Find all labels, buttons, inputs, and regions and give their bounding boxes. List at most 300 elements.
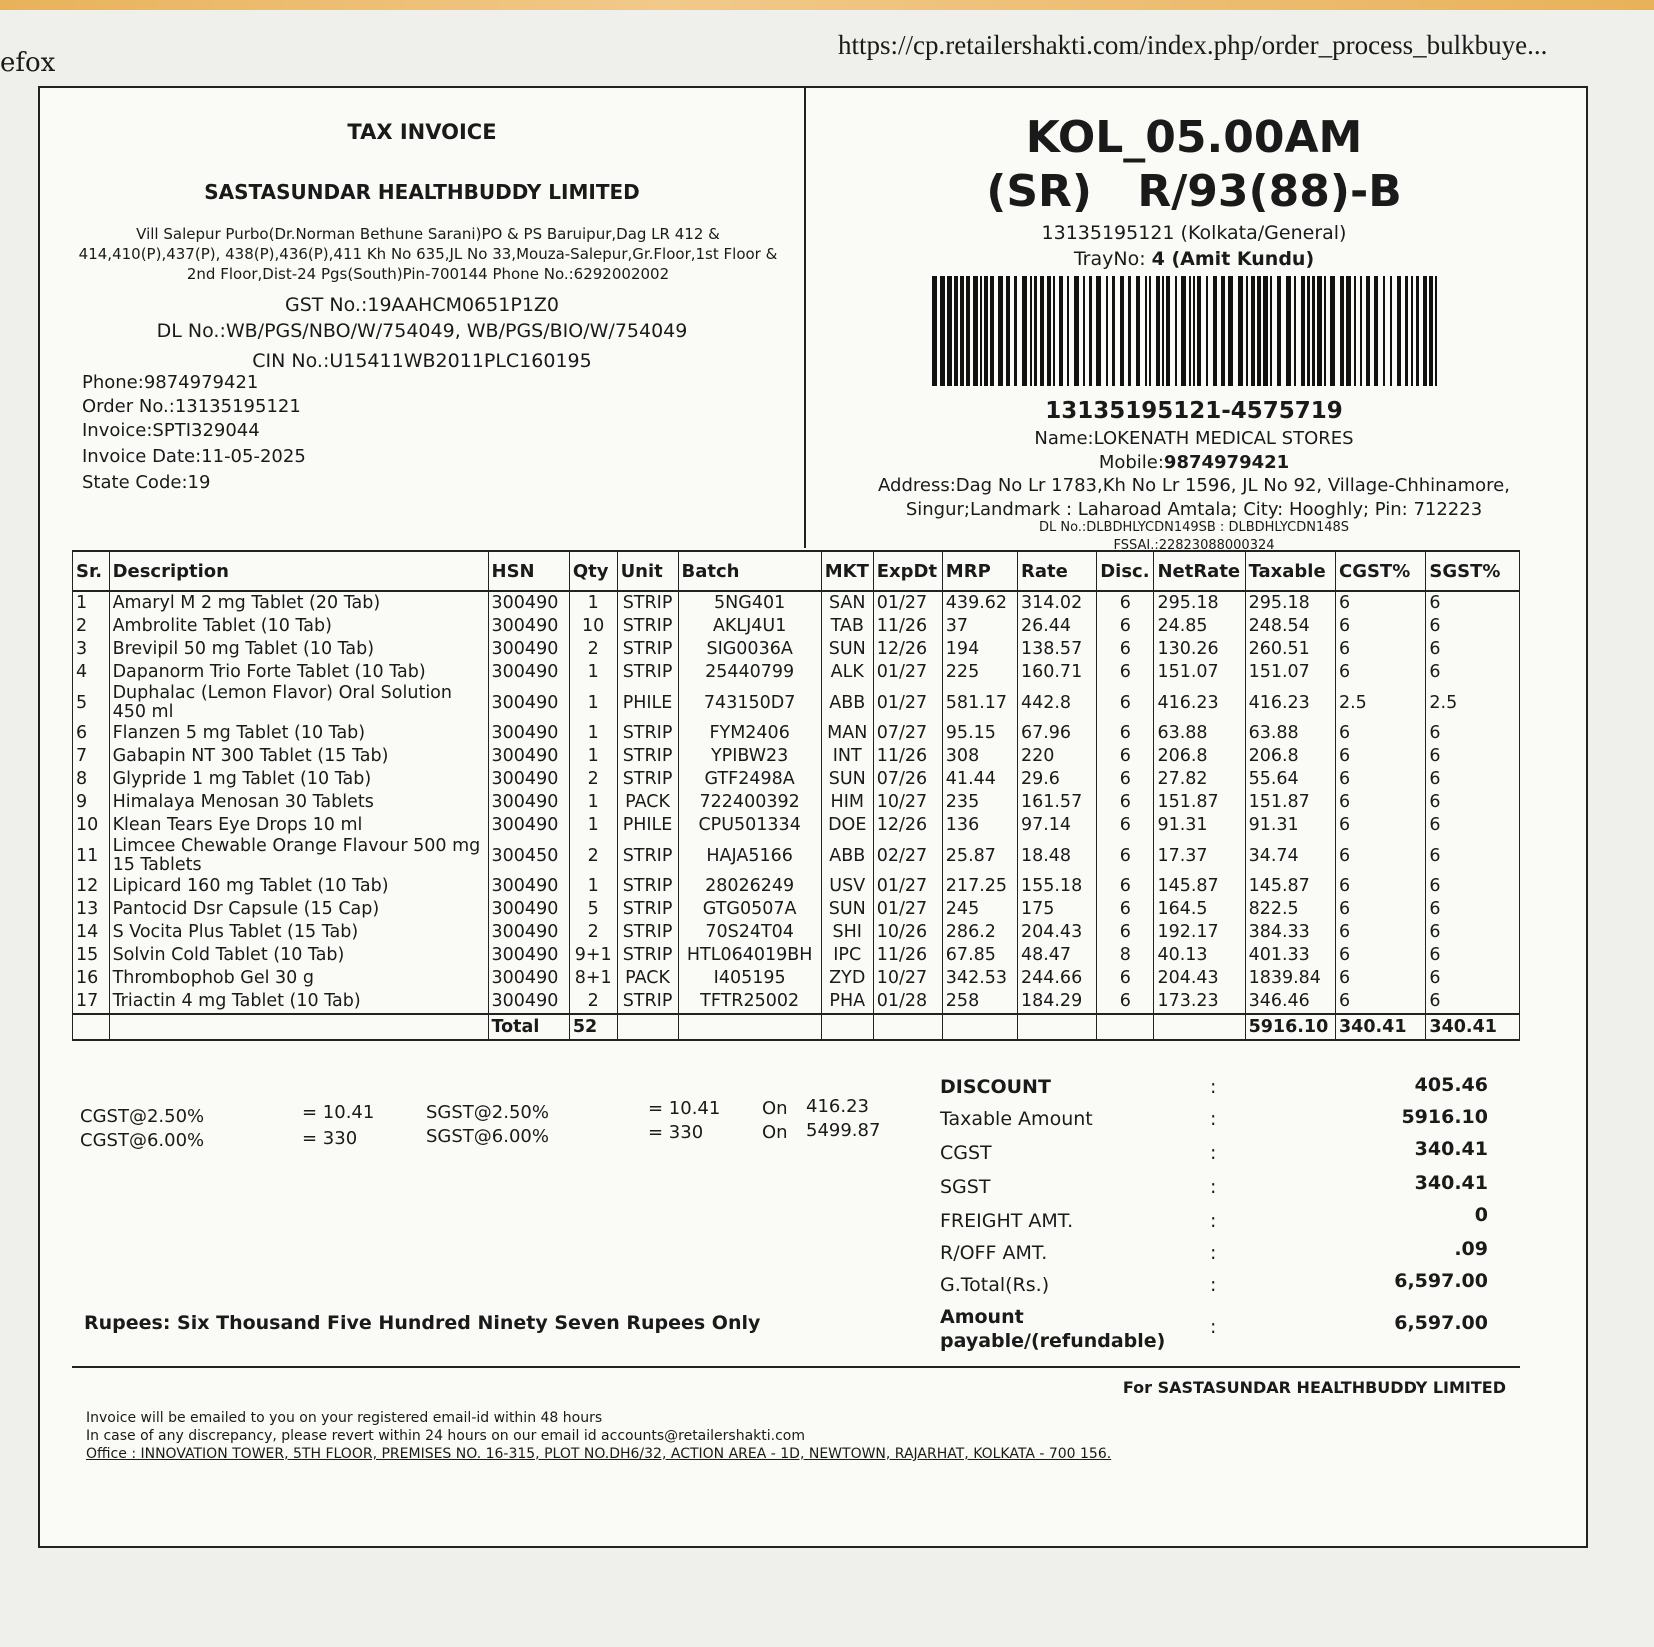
total-cell-empty [1017, 1014, 1096, 1040]
amount-in-words: Rupees: Six Thousand Five Hundred Ninety Seven Rupees Only [84, 1312, 761, 1334]
col-cgst-cell: 2.5 [1335, 684, 1425, 722]
barcode-bar [1360, 276, 1362, 386]
barcode-bar [1270, 276, 1272, 386]
barcode-bar [1317, 276, 1322, 386]
col-cgst-cell: 6 [1335, 768, 1425, 791]
col-sr-cell: 1 [73, 591, 110, 615]
col-expdt-cell: 11/26 [873, 745, 942, 768]
footer-note-email: Invoice will be emailed to you on your registered email-id within 48 hours [86, 1410, 603, 1426]
col-mkt-cell: ABB [821, 684, 873, 722]
customer-name: Name:LOKENATH MEDICAL STORES [1034, 428, 1354, 449]
col-expdt-cell: 07/27 [873, 722, 942, 745]
col-batch-cell: TFTR25002 [678, 990, 821, 1014]
col-disc-cell: 6 [1097, 615, 1154, 638]
col-hsn-cell: 300490 [488, 990, 569, 1014]
barcode-bar [1096, 276, 1101, 386]
cgst-25-label: CGST@2.50% [80, 1106, 205, 1127]
barcode-bar [1047, 276, 1051, 386]
barcode-bar [1175, 276, 1177, 386]
col-qty-header: Qty [569, 551, 617, 591]
col-taxable-cell: 34.74 [1245, 837, 1335, 875]
barcode-bar [1397, 276, 1401, 386]
payable-value: 6,597.00 [1394, 1312, 1488, 1334]
col-netrate-cell: 24.85 [1154, 615, 1245, 638]
route-sub: (SR) R/93(88)-B [986, 166, 1402, 217]
col-cgst-cell: 6 [1335, 944, 1425, 967]
col-description-cell: Duphalac (Lemon Flavor) Oral Solution 450 ml [109, 684, 488, 722]
barcode-bar [1074, 276, 1079, 386]
customer-mobile [804, 452, 1584, 473]
total-cell-empty [73, 1014, 110, 1040]
col-unit-cell: STRIP [617, 661, 678, 684]
browser-url[interactable]: https://cp.retailershakti.com/index.php/order_process_bulkbuye... [838, 30, 1548, 60]
col-mrp-header: MRP [942, 551, 1017, 591]
total-sgst: 340.41 [1426, 1014, 1520, 1040]
col-hsn-cell: 300450 [488, 837, 569, 875]
col-description-cell: Limcee Chewable Orange Flavour 500 mg 15 Tablets [109, 837, 488, 875]
col-disc-cell: 6 [1097, 684, 1154, 722]
col-netrate-header: NetRate [1154, 551, 1245, 591]
col-rate-cell: 442.8 [1017, 684, 1096, 722]
col-expdt-cell: 01/28 [873, 990, 942, 1014]
col-mkt-cell: SUN [821, 638, 873, 661]
barcode-bar [1324, 276, 1326, 386]
table-row [73, 661, 1520, 684]
col-hsn-cell: 300490 [488, 638, 569, 661]
col-batch-cell: 70S24T04 [678, 921, 821, 944]
col-hsn-cell: 300490 [488, 722, 569, 745]
col-unit-cell: STRIP [617, 921, 678, 944]
invoice-order-no: Order No.:13135195121 [82, 396, 301, 417]
col-netrate-cell: 173.23 [1154, 990, 1245, 1014]
col-qty-cell: 1 [569, 745, 617, 768]
colon: : [1210, 1108, 1217, 1130]
col-rate-cell: 244.66 [1017, 967, 1096, 990]
col-sr-cell: 14 [73, 921, 110, 944]
payable-label-line2: payable/(refundable) [940, 1330, 1166, 1352]
col-mkt-cell: INT [821, 745, 873, 768]
col-netrate-cell: 145.87 [1154, 875, 1245, 898]
sgst-25-label: SGST@2.50% [426, 1102, 549, 1123]
barcode-bar [1294, 276, 1296, 386]
tray-number [804, 248, 1584, 270]
total-cell-empty [617, 1014, 678, 1040]
barcode-bar [1228, 276, 1233, 386]
taxable-value: 5916.10 [1401, 1106, 1488, 1128]
col-description-cell: Brevipil 50 mg Tablet (10 Tab) [109, 638, 488, 661]
barcode-bar [1423, 276, 1427, 386]
col-batch-cell: SIG0036A [678, 638, 821, 661]
customer-fssai: FSSAI.:22823088000324 [1113, 538, 1275, 553]
table-row [73, 898, 1520, 921]
col-batch-cell: CPU501334 [678, 814, 821, 837]
col-description-cell: S Vocita Plus Tablet (15 Tab) [109, 921, 488, 944]
colon: : [1210, 1274, 1217, 1296]
col-expdt-cell: 12/26 [873, 814, 942, 837]
barcode-bar [1251, 276, 1255, 386]
table-row [73, 791, 1520, 814]
col-netrate-cell: 295.18 [1154, 591, 1245, 615]
barcode-bar [973, 276, 978, 386]
col-batch-cell: 722400392 [678, 791, 821, 814]
table-row [73, 684, 1520, 722]
col-cgst-cell: 6 [1335, 898, 1425, 921]
col-sgst-cell: 6 [1426, 837, 1520, 875]
col-netrate-cell: 164.5 [1154, 898, 1245, 921]
col-sr-cell: 6 [73, 722, 110, 745]
barcode-bar [1128, 276, 1131, 386]
col-disc-cell: 6 [1097, 921, 1154, 944]
col-cgst-cell: 6 [1335, 791, 1425, 814]
col-description-cell: Solvin Cold Tablet (10 Tab) [109, 944, 488, 967]
col-description-cell: Gabapin NT 300 Tablet (15 Tab) [109, 745, 488, 768]
col-disc-cell: 6 [1097, 967, 1154, 990]
barcode-bar [1014, 276, 1017, 386]
col-disc-cell: 6 [1097, 661, 1154, 684]
invoice-phone: Phone:9874979421 [82, 372, 259, 393]
table-row [73, 768, 1520, 791]
invoice-date: Invoice Date:11-05-2025 [82, 446, 306, 467]
summary-divider [72, 1366, 1520, 1368]
col-rate-cell: 161.57 [1017, 791, 1096, 814]
col-sgst-cell: 6 [1426, 898, 1520, 921]
col-netrate-cell: 91.31 [1154, 814, 1245, 837]
col-taxable-cell: 151.07 [1245, 661, 1335, 684]
col-mrp-cell: 37 [942, 615, 1017, 638]
col-sgst-header: SGST% [1426, 551, 1520, 591]
col-cgst-cell: 6 [1335, 591, 1425, 615]
col-hsn-header: HSN [488, 551, 569, 591]
barcode-bar [1307, 276, 1310, 386]
col-mkt-cell: ZYD [821, 967, 873, 990]
col-netrate-cell: 40.13 [1154, 944, 1245, 967]
col-mkt-header: MKT [821, 551, 873, 591]
col-netrate-cell: 63.88 [1154, 722, 1245, 745]
col-description-cell: Glypride 1 mg Tablet (10 Tab) [109, 768, 488, 791]
col-unit-cell: STRIP [617, 944, 678, 967]
col-rate-cell: 97.14 [1017, 814, 1096, 837]
col-disc-cell: 6 [1097, 638, 1154, 661]
col-cgst-cell: 6 [1335, 990, 1425, 1014]
col-cgst-cell: 6 [1335, 875, 1425, 898]
seller-cin: CIN No.:U15411WB2011PLC160195 [252, 350, 592, 372]
col-batch-cell: HAJA5166 [678, 837, 821, 875]
mobile-value: 9874979421 [1163, 452, 1290, 473]
col-netrate-cell: 17.37 [1154, 837, 1245, 875]
col-sr-cell: 10 [73, 814, 110, 837]
col-sgst-cell: 6 [1426, 875, 1520, 898]
barcode-bar [984, 276, 988, 386]
col-mrp-cell: 136 [942, 814, 1017, 837]
col-sgst-cell: 6 [1426, 661, 1520, 684]
barcode-bar [1162, 276, 1164, 386]
col-description-cell: Lipicard 160 mg Tablet (10 Tab) [109, 875, 488, 898]
col-sr-header: Sr. [73, 551, 110, 591]
col-taxable-cell: 1839.84 [1245, 967, 1335, 990]
col-qty-cell: 9+1 [569, 944, 617, 967]
col-cgst-cell: 6 [1335, 615, 1425, 638]
col-hsn-cell: 300490 [488, 921, 569, 944]
barcode-bar [940, 276, 945, 386]
col-mkt-cell: SAN [821, 591, 873, 615]
col-hsn-cell: 300490 [488, 814, 569, 837]
col-expdt-cell: 02/27 [873, 837, 942, 875]
barcode-bar [1181, 276, 1186, 386]
col-description-cell: Thrombophob Gel 30 g [109, 967, 488, 990]
col-rate-cell: 48.47 [1017, 944, 1096, 967]
col-mkt-cell: SHI [821, 921, 873, 944]
col-hsn-cell: 300490 [488, 684, 569, 722]
col-disc-cell: 6 [1097, 837, 1154, 875]
total-label: Total [488, 1014, 569, 1040]
barcode-bar [1053, 276, 1055, 386]
col-sr-cell: 5 [73, 684, 110, 722]
col-expdt-cell: 01/27 [873, 684, 942, 722]
col-rate-cell: 160.71 [1017, 661, 1096, 684]
col-mrp-cell: 581.17 [942, 684, 1017, 722]
col-sr-cell: 12 [73, 875, 110, 898]
seller-dl: DL No.:WB/PGS/NBO/W/754049, WB/PGS/BIO/W/754049 [156, 320, 688, 342]
col-mrp-cell: 41.44 [942, 768, 1017, 791]
col-description-cell: Amaryl M 2 mg Tablet (20 Tab) [109, 591, 488, 615]
col-cgst-cell: 6 [1335, 814, 1425, 837]
barcode-bar [1263, 276, 1268, 386]
barcode-bar [1106, 276, 1108, 386]
col-taxable-cell: 346.46 [1245, 990, 1335, 1014]
col-netrate-cell: 192.17 [1154, 921, 1245, 944]
barcode-bar [1435, 276, 1437, 386]
col-expdt-cell: 11/26 [873, 944, 942, 967]
col-mrp-cell: 286.2 [942, 921, 1017, 944]
col-description-cell: Klean Tears Eye Drops 10 ml [109, 814, 488, 837]
col-qty-cell: 2 [569, 990, 617, 1014]
table-row [73, 990, 1520, 1014]
seller-address: Vill Salepur Purbo(Dr.Norman Bethune Sarani)PO & PS Baruipur,Dag LR 412 & 414,410(P),437(P), 438(P),436(P),411 Kh No 635,JL No 33,Mouza-Salepur,Gr.Floor,1st Floor & 2nd Floor,Dist-24 Pgs(South)Pin-700144 Phone No.:6292002002 [78, 225, 778, 283]
total-cell-empty [1097, 1014, 1154, 1040]
colon: : [1210, 1242, 1217, 1264]
col-taxable-cell: 206.8 [1245, 745, 1335, 768]
col-hsn-cell: 300490 [488, 591, 569, 615]
col-hsn-cell: 300490 [488, 967, 569, 990]
col-batch-cell: FYM2406 [678, 722, 821, 745]
col-sgst-cell: 6 [1426, 990, 1520, 1014]
col-unit-cell: PACK [617, 967, 678, 990]
col-expdt-cell: 01/27 [873, 875, 942, 898]
barcode-bar [998, 276, 1003, 386]
col-taxable-cell: 401.33 [1245, 944, 1335, 967]
barcode-bar [1067, 276, 1069, 386]
col-cgst-cell: 6 [1335, 722, 1425, 745]
col-unit-cell: STRIP [617, 875, 678, 898]
col-qty-cell: 2 [569, 921, 617, 944]
col-disc-cell: 6 [1097, 791, 1154, 814]
table-total-row [73, 1014, 1520, 1040]
col-sr-cell: 3 [73, 638, 110, 661]
col-qty-cell: 1 [569, 791, 617, 814]
col-taxable-cell: 151.87 [1245, 791, 1335, 814]
table-row [73, 921, 1520, 944]
col-batch-cell: HTL064019BH [678, 944, 821, 967]
barcode-bar [1366, 276, 1370, 386]
col-taxable-cell: 384.33 [1245, 921, 1335, 944]
table-row [73, 615, 1520, 638]
payable-label-line1: Amount [940, 1306, 1024, 1328]
col-mrp-cell: 194 [942, 638, 1017, 661]
sgst-25-amount: = 10.41 [648, 1098, 721, 1119]
col-sgst-cell: 6 [1426, 591, 1520, 615]
col-sr-cell: 2 [73, 615, 110, 638]
sgst-label: SGST [940, 1176, 991, 1198]
col-disc-header: Disc. [1097, 551, 1154, 591]
barcode-bar [1286, 276, 1291, 386]
barcode-bar [1189, 276, 1191, 386]
table-row [73, 967, 1520, 990]
col-qty-cell: 1 [569, 722, 617, 745]
photo-edge-strip [0, 0, 1654, 10]
on-amount-2: 5499.87 [806, 1120, 881, 1141]
barcode-bar [1149, 276, 1151, 386]
col-qty-cell: 8+1 [569, 967, 617, 990]
col-hsn-cell: 300490 [488, 768, 569, 791]
col-mrp-cell: 67.85 [942, 944, 1017, 967]
col-qty-cell: 1 [569, 661, 617, 684]
footer-note-discrepancy: In case of any discrepancy, please revert within 24 hours on our email id accounts@retailershakti.com [86, 1428, 805, 1444]
col-unit-cell: STRIP [617, 898, 678, 921]
colon: : [1210, 1076, 1217, 1098]
discount-value: 405.46 [1414, 1074, 1488, 1096]
col-mkt-cell: SUN [821, 898, 873, 921]
col-cgst-cell: 6 [1335, 638, 1425, 661]
barcode-bar [1213, 276, 1217, 386]
col-cgst-cell: 6 [1335, 745, 1425, 768]
col-batch-cell: AKLJ4U1 [678, 615, 821, 638]
col-mkt-cell: IPC [821, 944, 873, 967]
col-rate-cell: 26.44 [1017, 615, 1096, 638]
col-mkt-cell: ALK [821, 661, 873, 684]
invoice-number: Invoice:SPTI329044 [82, 420, 260, 441]
browser-tab-fragment: efox [0, 48, 56, 78]
col-netrate-cell: 130.26 [1154, 638, 1245, 661]
mobile-label: Mobile: [1098, 452, 1164, 473]
col-description-cell: Pantocid Dsr Capsule (15 Cap) [109, 898, 488, 921]
col-mrp-cell: 217.25 [942, 875, 1017, 898]
barcode-bar [954, 276, 958, 386]
on-amount-1: 416.23 [806, 1096, 869, 1117]
col-description-cell: Dapanorm Trio Forte Tablet (10 Tab) [109, 661, 488, 684]
col-disc-cell: 6 [1097, 591, 1154, 615]
col-disc-cell: 6 [1097, 875, 1154, 898]
tray-label: TrayNo: [1073, 248, 1152, 270]
col-qty-cell: 2 [569, 837, 617, 875]
col-mkt-cell: SUN [821, 768, 873, 791]
col-unit-cell: PHILE [617, 814, 678, 837]
col-sr-cell: 8 [73, 768, 110, 791]
col-hsn-cell: 300490 [488, 898, 569, 921]
col-rate-cell: 67.96 [1017, 722, 1096, 745]
total-cgst: 340.41 [1335, 1014, 1425, 1040]
barcode-bar [980, 276, 982, 386]
col-taxable-cell: 822.5 [1245, 898, 1335, 921]
col-expdt-cell: 10/26 [873, 921, 942, 944]
col-hsn-cell: 300490 [488, 791, 569, 814]
col-description-header: Description [109, 551, 488, 591]
col-unit-cell: STRIP [617, 745, 678, 768]
col-cgst-cell: 6 [1335, 921, 1425, 944]
col-unit-cell: PACK [617, 791, 678, 814]
col-mkt-cell: MAN [821, 722, 873, 745]
col-cgst-header: CGST% [1335, 551, 1425, 591]
col-sr-cell: 16 [73, 967, 110, 990]
col-batch-header: Batch [678, 551, 821, 591]
col-batch-cell: 28026249 [678, 875, 821, 898]
freight-value: 0 [1474, 1204, 1488, 1226]
col-mrp-cell: 439.62 [942, 591, 1017, 615]
col-sr-cell: 13 [73, 898, 110, 921]
col-disc-cell: 6 [1097, 768, 1154, 791]
barcode-bar [1089, 276, 1092, 386]
col-mrp-cell: 342.53 [942, 967, 1017, 990]
col-netrate-cell: 206.8 [1154, 745, 1245, 768]
table-header-row [73, 551, 1520, 591]
cgst-value: 340.41 [1414, 1138, 1488, 1160]
barcode-bar [1156, 276, 1160, 386]
table-row [73, 722, 1520, 745]
cgst-label: CGST [940, 1142, 992, 1164]
col-hsn-cell: 300490 [488, 875, 569, 898]
col-netrate-cell: 151.07 [1154, 661, 1245, 684]
cgst-6-amount: = 330 [302, 1128, 358, 1149]
col-cgst-cell: 6 [1335, 837, 1425, 875]
barcode-bar [1411, 276, 1413, 386]
col-sgst-cell: 6 [1426, 814, 1520, 837]
col-qty-cell: 1 [569, 591, 617, 615]
col-mrp-cell: 25.87 [942, 837, 1017, 875]
barcode-bar [1221, 276, 1225, 386]
col-rate-cell: 138.57 [1017, 638, 1096, 661]
roff-value: .09 [1454, 1238, 1488, 1260]
col-sr-cell: 17 [73, 990, 110, 1014]
total-cell-empty [821, 1014, 873, 1040]
col-netrate-cell: 416.23 [1154, 684, 1245, 722]
customer-dl: DL No.:DLBDHLYCDN149SB : DLBDHLYCDN148S [1038, 520, 1350, 535]
col-batch-cell: I405195 [678, 967, 821, 990]
seller-company: SASTASUNDAR HEALTHBUDDY LIMITED [204, 180, 640, 204]
sgst-6-amount: = 330 [648, 1122, 704, 1143]
barcode-bar [1040, 276, 1044, 386]
barcode-bar [1166, 276, 1170, 386]
col-sgst-cell: 6 [1426, 921, 1520, 944]
col-disc-cell: 6 [1097, 814, 1154, 837]
table-row [73, 814, 1520, 837]
col-taxable-cell: 55.64 [1245, 768, 1335, 791]
doc-title: TAX INVOICE [347, 120, 497, 144]
col-mrp-cell: 308 [942, 745, 1017, 768]
col-mrp-cell: 245 [942, 898, 1017, 921]
col-hsn-cell: 300490 [488, 745, 569, 768]
barcode-bar [1312, 276, 1315, 386]
col-mkt-cell: HIM [821, 791, 873, 814]
col-sgst-cell: 6 [1426, 638, 1520, 661]
barcode-bar [1246, 276, 1248, 386]
col-sr-cell: 7 [73, 745, 110, 768]
barcode-bar [1405, 276, 1408, 386]
table-row [73, 745, 1520, 768]
col-taxable-cell: 260.51 [1245, 638, 1335, 661]
col-expdt-cell: 10/27 [873, 967, 942, 990]
roff-label: R/OFF AMT. [940, 1242, 1048, 1264]
barcode-bar [990, 276, 994, 386]
col-description-cell: Triactin 4 mg Tablet (10 Tab) [109, 990, 488, 1014]
